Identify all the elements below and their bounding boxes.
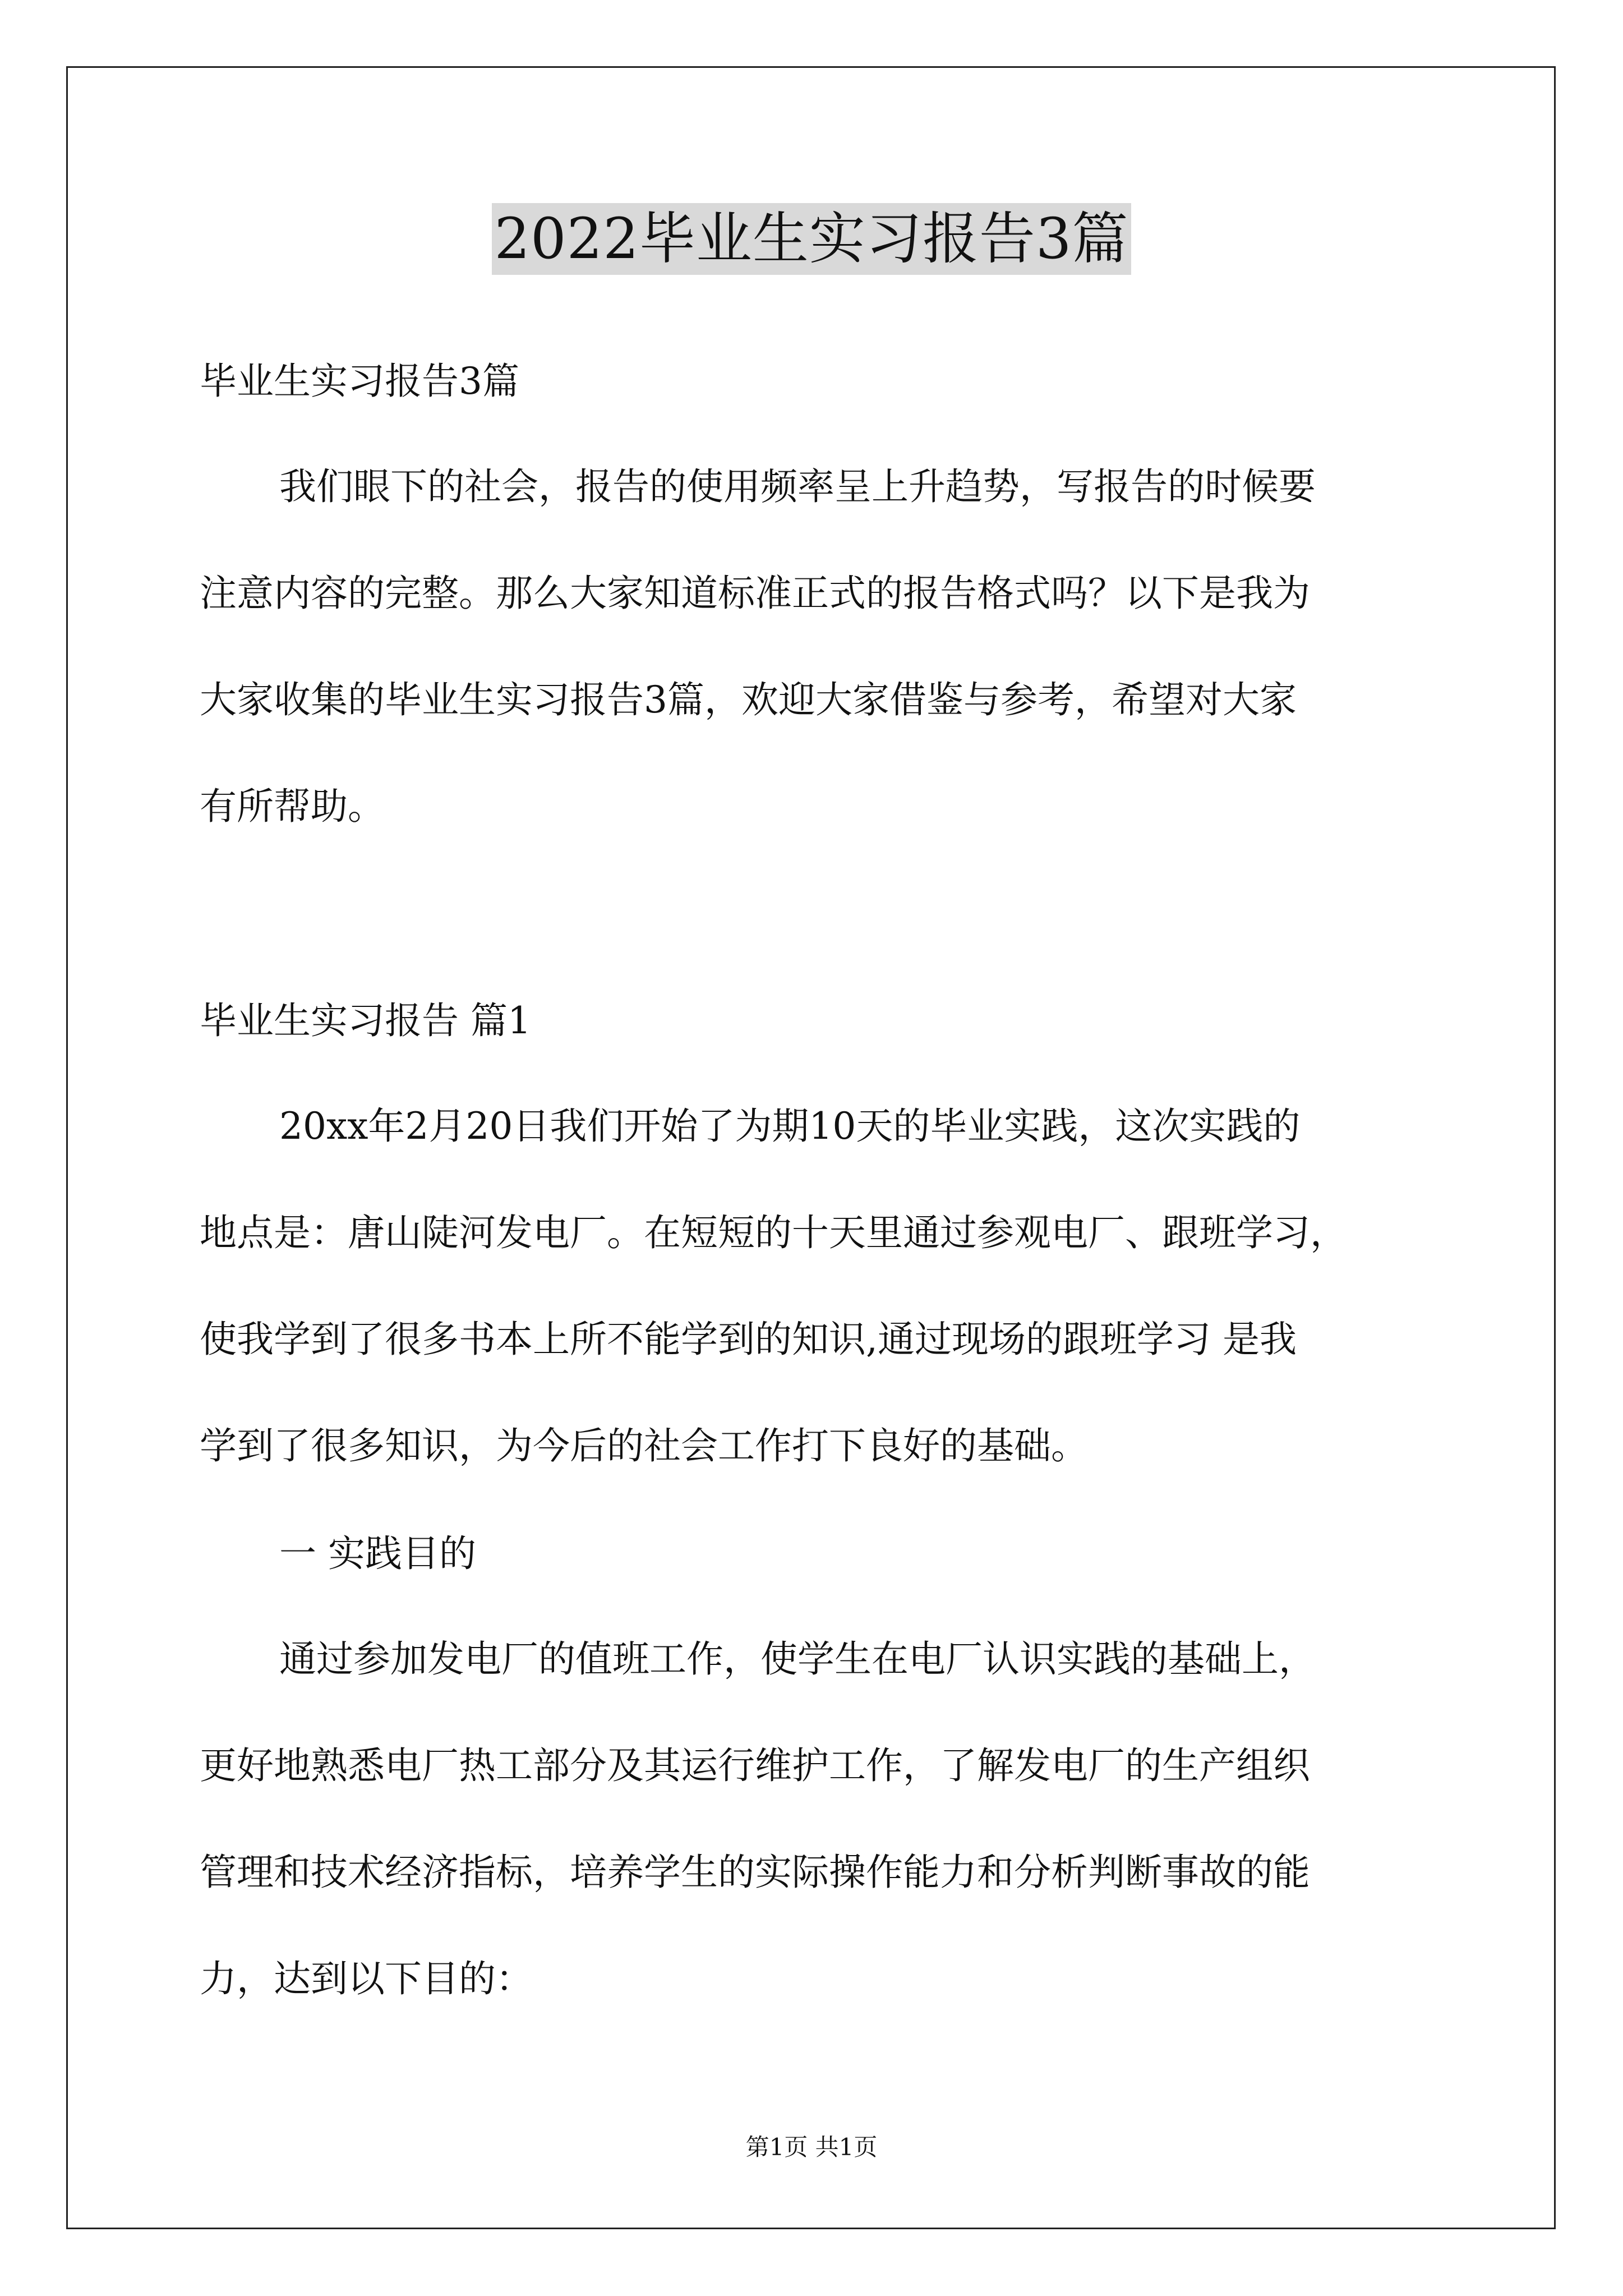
- document-subtitle: 毕业生实习报告3篇: [200, 360, 519, 403]
- title-wrap: [0, 203, 1623, 275]
- paragraph-line: 注意内容的完整。那么大家知道标准正式的报告格式吗？以下是我为: [200, 572, 1310, 615]
- section-heading: 毕业生实习报告 篇1: [200, 999, 531, 1042]
- paragraph-line: 20xx年2月20日我们开始了为期10天的毕业实践，这次实践的: [279, 1105, 1301, 1148]
- paragraph-line: 更好地熟悉电厂热工部分及其运行维护工作，了解发电厂的生产组织: [200, 1744, 1310, 1787]
- paragraph-line: 地点是：唐山陡河发电厂。在短短的十天里通过参观电厂、跟班学习，: [200, 1211, 1347, 1254]
- intro-paragraph: [200, 459, 1428, 885]
- section-paragraph-1: [200, 1098, 1428, 1525]
- paragraph-line: 力，达到以下目的：: [200, 1957, 533, 2000]
- document-title: 2022毕业生实习报告3篇: [492, 203, 1131, 275]
- subsection-heading: 一 实践目的: [279, 1532, 476, 1575]
- paragraph-line: 学到了很多知识，为今后的社会工作打下良好的基础。: [200, 1424, 1088, 1467]
- paragraph-line: 有所帮助。: [200, 785, 385, 828]
- paragraph-line: 大家收集的毕业生实习报告3篇，欢迎大家借鉴与参考，希望对大家: [200, 678, 1297, 721]
- paragraph-line: 通过参加发电厂的值班工作，使学生在电厂认识实践的基础上，: [279, 1637, 1316, 1681]
- paragraph-line: 使我学到了很多书本上所不能学到的知识,通过现场的跟班学习 是我: [200, 1318, 1297, 1361]
- paragraph-line: 管理和技术经济指标，培养学生的实际操作能力和分析判断事故的能: [200, 1851, 1310, 1894]
- page-footer: 第1页 共1页: [745, 2133, 878, 2161]
- paragraph-line: 我们眼下的社会，报告的使用频率呈上升趋势，写报告的时候要: [279, 465, 1316, 508]
- section-paragraph-2: [200, 1631, 1428, 2058]
